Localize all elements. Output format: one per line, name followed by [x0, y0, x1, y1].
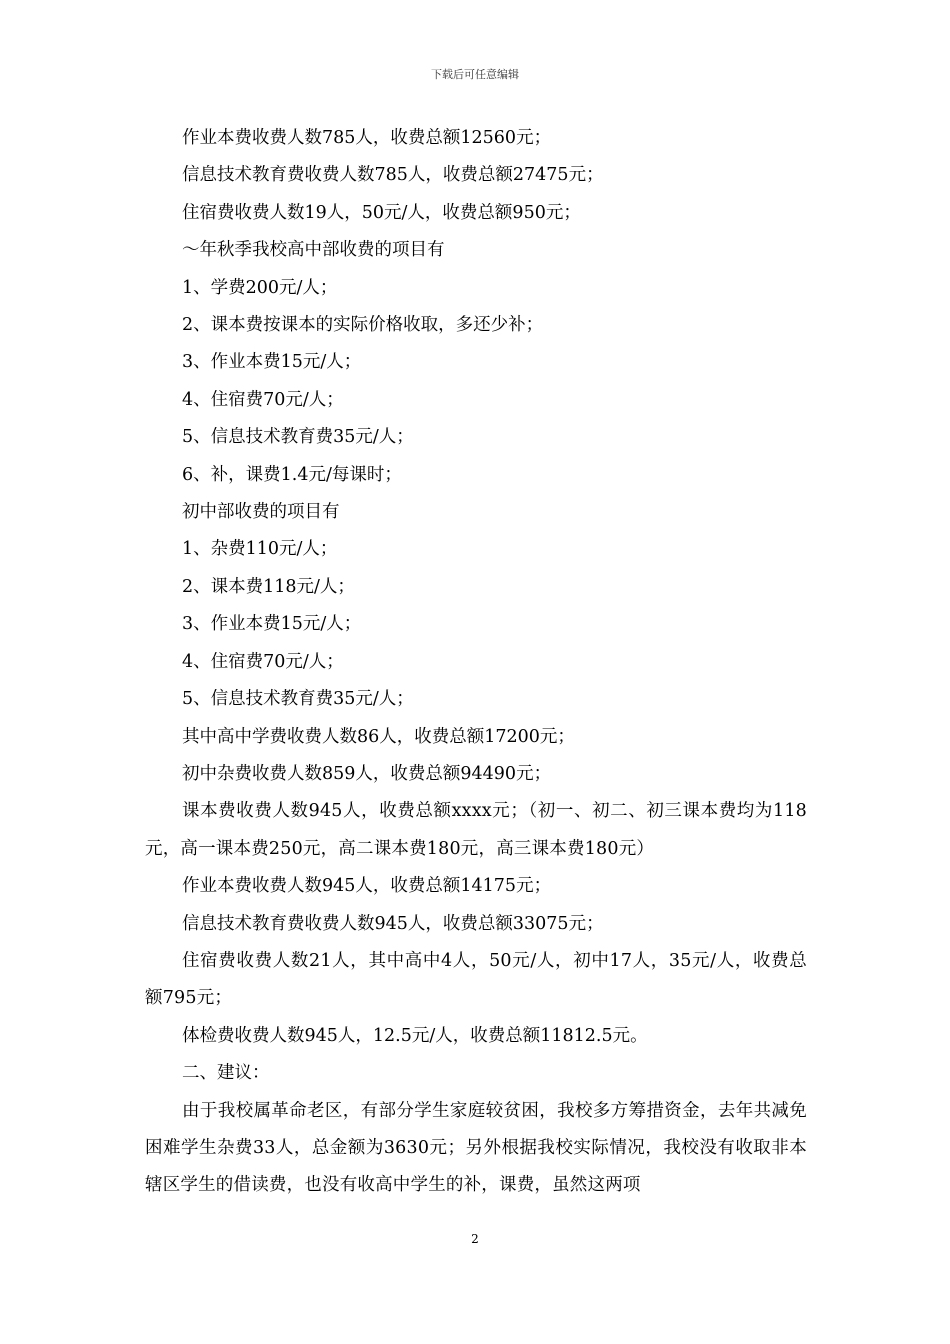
- paragraph: ～年秋季我校高中部收费的项目有: [182, 240, 445, 261]
- paragraph: 3、作业本费15元/人；: [182, 352, 362, 373]
- paragraph: 2、课本费按课本的实际价格收取，多还少补；: [182, 315, 544, 336]
- paragraph: 课本费收费人数945人，收费总额xxxx元；（初一、初二、初三课本费均为118元，高一课本费250元，高二课本费180元，高三课本费180元）: [145, 801, 807, 859]
- paragraph: 初中杂费收费人数859人，收费总额94490元；: [182, 763, 552, 784]
- document-body: [145, 120, 807, 1205]
- paragraph: 1、杂费110元/人；: [182, 539, 338, 560]
- paragraph: 住宿费收费人数21人，其中高中4人，50元/人，初中17人，35元/人，收费总额795元；: [145, 950, 807, 1009]
- paragraph: 5、信息技术教育费35元/人；: [182, 689, 414, 710]
- paragraph: 作业本费收费人数945人，收费总额14175元；: [182, 876, 552, 897]
- page-header: 下载后可任意编辑: [431, 68, 519, 81]
- paragraph: 5、信息技术教育费35元/人；: [182, 427, 414, 448]
- paragraph: 3、作业本费15元/人；: [182, 614, 362, 635]
- paragraph: 初中部收费的项目有: [182, 502, 340, 523]
- paragraph: 作业本费收费人数785人，收费总额12560元；: [182, 128, 552, 148]
- paragraph: 住宿费收费人数19人，50元/人，收费总额950元；: [182, 202, 581, 223]
- page-number: 2: [471, 1232, 479, 1246]
- paragraph: 6、补，课费1.4元/每课时；: [182, 464, 402, 485]
- section-heading: 二、建议：: [182, 1063, 270, 1084]
- paragraph: 其中高中学费收费人数86人，收费总额17200元；: [182, 726, 575, 747]
- paragraph: 4、住宿费70元/人；: [182, 389, 344, 410]
- paragraph: 2、课本费118元/人；: [182, 576, 355, 597]
- paragraph: 1、学费200元/人；: [182, 277, 338, 298]
- paragraph: 由于我校属革命老区，有部分学生家庭较贫困，我校多方筹措资金，去年共减免困难学生杂费33人，总金额为3630元；另外根据我校实际情况，我校没有收取非本辖区学生的借读费，也没有收高中学生的补，课费，虽然这两项: [145, 1100, 807, 1196]
- paragraph: 4、住宿费70元/人；: [182, 651, 344, 672]
- paragraph: 信息技术教育费收费人数785人，收费总额27475元；: [182, 165, 604, 186]
- paragraph: 信息技术教育费收费人数945人，收费总额33075元；: [182, 913, 604, 934]
- paragraph: 体检费收费人数945人，12.5元/人，收费总额11812.5元。: [182, 1025, 648, 1046]
